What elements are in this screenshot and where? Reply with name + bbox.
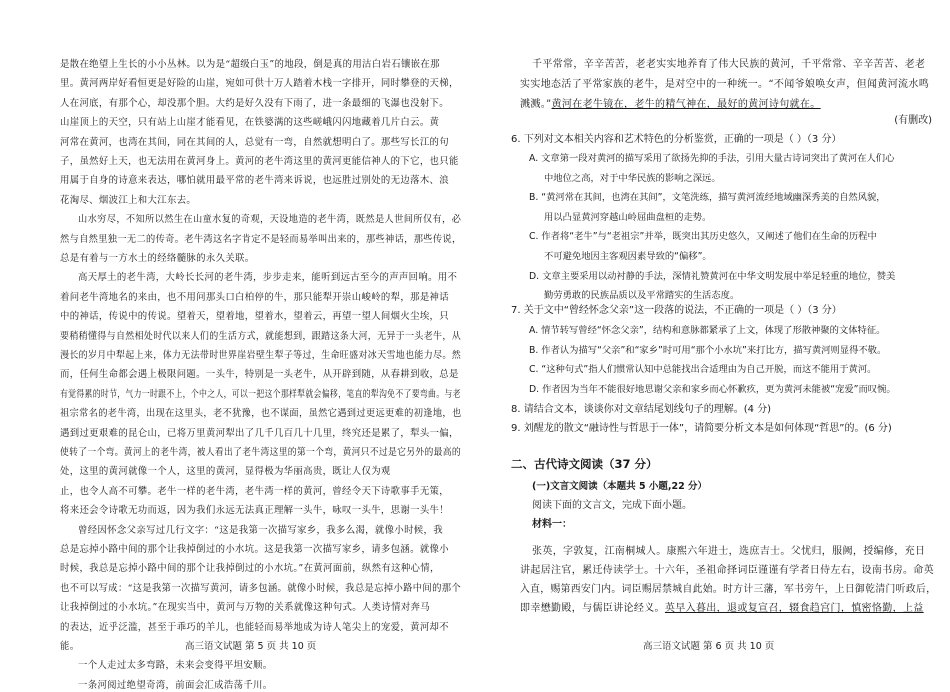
classical-text-line: 张英，字敦复，江南桐城人。康熙六年进士，选庶吉士。父忧归，服阙，授编修，充日 bbox=[532, 546, 926, 557]
left-passage-line: 花淘尽、烟波江上和大江东去。 bbox=[60, 195, 197, 206]
reading-instruction: 阅读下面的文言文，完成下面小题。 bbox=[532, 500, 692, 511]
left-passage-line: 而，任何生命都会遇上极限问题。一头牛，特别是一头老牛，从开辟到随，从春耕到收，总是 bbox=[60, 369, 459, 380]
underlined-final-sentence: 黄河在老牛镜在，老牛的精气神在，最好的黄河诗句就在。 bbox=[551, 99, 821, 110]
left-passage-line: 让我掉倒过的小水坑。”在现实当中，黄河与万物的关系就像这种句式。人类诗情对奔马 bbox=[60, 602, 431, 613]
left-passage-line: 止，也令人高不可攀。老牛一样的老牛湾，老牛湾一样的黄河，曾经令天下诗歌事手无策， bbox=[60, 486, 450, 497]
question-8: 8. 请结合文本，谈谈你对文章结尾划线句子的理解。(4 分) bbox=[511, 404, 772, 415]
left-passage-line: 时候，我总是忘掉小路中间的那个让我掉倒过的小水坑。”在黄河面前，纵然有这种心情， bbox=[60, 563, 440, 574]
option-d-line: D. 文章主要采用以动衬静的手法，深情礼赞黄河在中华文明发展中举足轻重的地位，赞美 bbox=[529, 271, 896, 282]
left-passage-line: 河常在黄河，也湾在其间，同在其间的人，总觉有一弯，自然就想明白了。那些写长江的句 bbox=[60, 137, 450, 148]
left-passage-line: 一个人走过太多弯路，未来会变得平坦安顺。 bbox=[78, 660, 273, 671]
option-b-line: B. “黄河常在其间，也湾在其间”，文笔洗练，描写黄河流经地域幽深秀美的自然风貌， bbox=[529, 192, 886, 203]
left-passage-line: 里。黄河两岸好看恒更是好险的山崖，宛如可供十万人踏着木栈一字排开，同时攀登的天梯， bbox=[60, 78, 459, 89]
option-a-line: 中地位之高，对于中华民族的影响之深远。 bbox=[544, 173, 721, 184]
left-passage-line: 然与自然里独一无二的传奇。老牛湾这名字肯定不是轻而易举叫出来的，那些神话，那些传说， bbox=[60, 234, 462, 245]
classical-text-line: 入直，赐第西安门内。词臣赐居禁城自此始。时方计三藩，军书旁午，上日御乾清门听政后， bbox=[520, 584, 937, 595]
left-passage-line: 也不可以写成：“这是我第一次描写黄河，请多包涵。就像小时候，我总是忘掉小路中间的那个 bbox=[60, 583, 462, 594]
material-one-label: 材料一： bbox=[532, 519, 572, 530]
classical-text-line bbox=[520, 603, 924, 615]
left-passage-line: 一条河阅过绝望奇湾，前面会汇成浩荡千川。 bbox=[78, 680, 273, 691]
left-passage-line: 要稍稍懂得与自然相处时代以来人们的生活方式，就能想到，跟踏这条大河，无异于一头老牛，从 bbox=[60, 331, 462, 342]
option-c-line: 不可避免地因主客观因素导致的“偏移”。 bbox=[544, 251, 712, 262]
subsection-title: (一)文言文阅读（本题共 5 小题,22 分） bbox=[532, 481, 708, 492]
option-a-line: A. 情节转写曾经“怀念父亲”，结构和意脉都紧承了上文，体现了形散神聚的文体特征。 bbox=[529, 325, 886, 336]
right-page bbox=[475, 0, 950, 672]
left-passage-line: 着问老牛湾地名的来由，也不用问那头口白柏停的牛，那只能犁开崇山峻岭的犁，那是神话 bbox=[60, 292, 450, 303]
option-c-line: C. “这种句式”指人们惯常认知中总能找出合适理由为自己开脱，而这不能用于黄河。 bbox=[529, 364, 877, 375]
passage-tail-line: 实实地态活了平常家族的老牛，是对空中的一种统一。“不闻爷娘唤女声，但闻黄河流水鸣 bbox=[520, 79, 930, 90]
left-passage-line: 中的神话，传说中的传说。望着天，望着地，望着水，望着云，再望一望人间烟火尘埃，只 bbox=[60, 311, 450, 322]
left-passage-line: 遇到过更艰难的昆仑山，已将万里黄河犁出了几千几百几十几里，终究还是累了，犁头一偏， bbox=[60, 428, 459, 439]
left-passage-line: 高天厚土的老牛湾，大岭长长河的老牛湾，步步走来，能听到远古至今的声声回响。用不 bbox=[78, 272, 458, 283]
option-b-line: B. 作者认为描写“父亲”和“家乡”时可用“那个小水坑”来打比方，描写黄河则显得不敬。 bbox=[529, 345, 887, 356]
left-passage-line: 总是忘掉小路中间的那个让我掉倒过的小水坑。这是我第一次描写家乡，请多包涵。就像小 bbox=[60, 544, 450, 555]
left-passage-line: 能。 bbox=[60, 641, 80, 652]
left-passage-line: 将来还会令诗歌无功而返，因为我们永远无法真正理解一头牛，咏叹一头牛，思谢一头牛！ bbox=[60, 505, 450, 516]
left-passage-line: 用属于自身的诗意来表达，哪怕就用最平常的老牛湾来诉说，也远胜过别处的无边落木、浪 bbox=[60, 175, 450, 186]
option-d-line: D. 作者因为当年不能很好地思谢父亲和家乡而心怀歉疚，更为黄河未能被“宠爱”而叹惋。 bbox=[529, 384, 896, 395]
left-passage-line: 总是有着与一方水土的经络髓脉的永久关联。 bbox=[60, 253, 255, 264]
left-passage-line: 山崖顶上的天空，只有站上山崖才能看见，在铁婆满的这些嵯峨闪闪地藏着几片白云。黄 bbox=[60, 117, 440, 128]
passage-end-plain: 溅溅。” bbox=[520, 99, 552, 110]
left-passage-line: 漫长的岁月中犁起上来，体力无法带时世界崖岩壁生犁子等过，生命旺盛对冰天雪地也能力尽。然 bbox=[60, 350, 462, 361]
left-page bbox=[0, 0, 475, 691]
section-2-title: 二、古代诗文阅读（37 分） bbox=[511, 457, 658, 471]
left-passage-line: 的表达，近乎泛滥，甚至于乖巧的羊儿，也能轻而易举地成为诗人笔尖上的宠爱，黄河却不 bbox=[60, 622, 450, 633]
left-passage-line: 使转了一个弯。黄河上的老牛湾，被人看出了老牛湾这里的第一个弯，黄河只不过是它另外的最高的 bbox=[60, 447, 461, 458]
left-passage-line: 祖宗常名的老牛湾，出现在这里头，老不犹豫，也不谋面，虽然它遇到过更远更难的初逢地，也 bbox=[60, 408, 462, 419]
left-passage-line: 山水穷尽，不知所以然生在山童水复的奇观，天设地造的老牛湾，既然是人世间所仅有，必 bbox=[78, 214, 462, 225]
option-b-line: 用以凸显黄河穿越山岭屈曲盘桓的走势。 bbox=[544, 212, 712, 223]
question-7-stem: 7. 关于文中“曾经怀念父亲”这一段落的说法，不正确的一项是（ ）（3 分） bbox=[511, 305, 842, 316]
option-d-line: 勤劳勇敢的民族品质以及平常踏实的生活态度。 bbox=[544, 290, 740, 301]
option-a-line: A. 文章第一段对黄河的描写采用了欲扬先抑的手法，引用大量古诗词突出了黄河在人们心 bbox=[529, 153, 895, 164]
classical-text-line: 讲起居注官，累迁侍读学士。十六年，圣祖命择词臣谨谨有学者日侍左右，设南书房。命英 bbox=[520, 565, 934, 576]
page-footer-right: 高三语文试题 第 6 页 共 10 页 bbox=[643, 641, 775, 652]
question-6-stem: 6. 下列对文本相关内容和艺术特色的分析鉴赏，正确的一项是（ ）（3 分） bbox=[511, 134, 842, 145]
passage-tail-end bbox=[520, 99, 821, 111]
question-9: 9. 刘醒龙的散文“融诗性与哲思于一体”，请简要分析文本是如何体现“哲思”的。(6 分) bbox=[511, 423, 892, 434]
left-passage-line: 是散在绝望上生长的小小丛林。以为是“超级白玉”的地段，倒是真的用沽白岩石镶嵌在那 bbox=[60, 59, 440, 70]
left-passage-line: 子，虽然好上天，也无法用在黄河身上。黄河的老牛湾这里的黄河更能信神人的下它，也只能 bbox=[60, 156, 459, 167]
classical-plain: 即幸懋勤殿，与儒臣讲论经义。 bbox=[520, 603, 665, 614]
left-passage-line: 有觉得累的时节，气力一时跟不上，个中之人，可以一把这个那样犁就会偏移，笔直的犁沟免不了要弯曲。与老 bbox=[60, 389, 461, 400]
passage-tail-line: 千平常常，辛辛苦苦，老老实实地养育了伟大民族的黄河，千平常常、辛辛苦苦、老老 bbox=[532, 59, 926, 70]
page-footer-left: 高三语文试题 第 5 页 共 10 页 bbox=[185, 641, 317, 652]
underlined-classical-sentence: 英早入暮出，退或复宣召，辍食趋宫门，慎密恪勤，上益 bbox=[664, 603, 924, 614]
adaptation-note: (有删改) bbox=[894, 115, 932, 126]
left-passage-line: 曾经因怀念父亲写过几行文字：“这是我第一次描写家乡，我多么渴，就像小时候，我 bbox=[78, 525, 443, 536]
left-passage-line: 人在河底，有那个心，却没那个胆。大约是好久没有下雨了，进一条最细的飞瀑也没射下。 bbox=[60, 98, 450, 109]
option-c-line: C. 作者将“老牛”与“老祖宗”并举，既突出其历史悠久，又阐述了他们在生命的历程中 bbox=[529, 231, 877, 242]
left-passage-line: 处，这里的黄河就像一个人，这里的黄河，显得极为华丽高贵，既让人仅为观 bbox=[60, 466, 391, 477]
